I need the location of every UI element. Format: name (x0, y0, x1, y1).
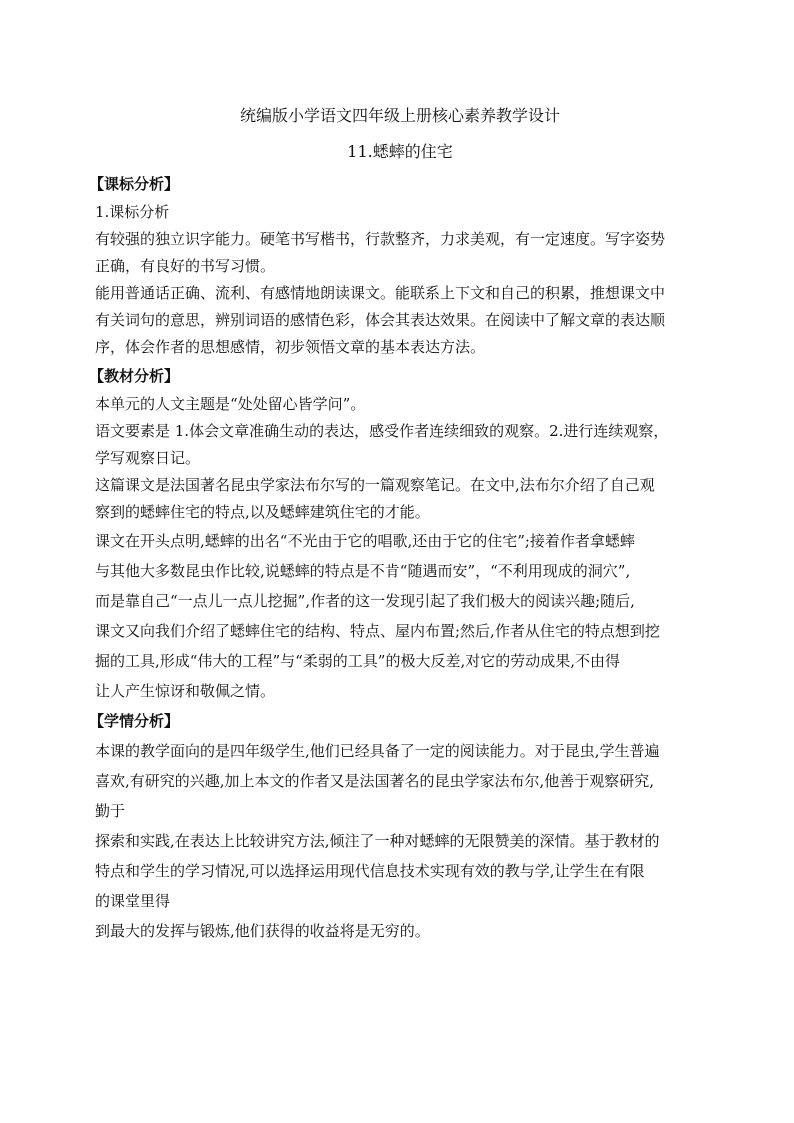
paragraph-line: 本单元的人文主题是“处处留心皆学问”。 (95, 395, 366, 413)
paragraph-line: 有关词句的意思，辨别词语的感情色彩，体会其表达效果。在阅读中了解文章的表达顺 (95, 311, 666, 329)
document-title: 统编版小学语文四年级上册核心素养教学设计 (239, 106, 560, 125)
section-student-analysis (89, 708, 705, 946)
paragraph-line: 让人产生惊讶和敬佩之情。 (95, 682, 276, 700)
section-heading: 【学情分析】 (89, 712, 180, 730)
paragraph-line: 序，体会作者的思想感情，初步领悟文章的基本表达方法。 (95, 338, 486, 356)
paragraph-line: 与其他大多数昆虫作比较,说蟋蟀的特点是不肯“随遇而安”，“不利用现成的洞穴”, (95, 562, 631, 580)
section-heading: 【教材分析】 (89, 367, 180, 385)
paragraph-line: 课文在开头点明,蟋蟀的出名“不光由于它的唱歌,还由于它的住宅”;接着作者拿蟋蟀 (95, 532, 635, 550)
document-page (89, 103, 705, 946)
section-heading: 【课标分析】 (89, 175, 180, 193)
paragraph-line: 正确，有良好的书写习惯。 (95, 257, 276, 275)
paragraph-line: 特点和学生的学习情况,可以选择运用现代信息技术实现有效的教与学,让学生在有限 (95, 862, 645, 880)
paragraph-line: 而是靠自己“一点儿一点儿挖掘”,作者的这一发现引起了我们极大的阅读兴趣;随后, (95, 592, 635, 610)
paragraph-line: 学写观察日记。 (95, 449, 201, 467)
paragraph-line: 勤于 (95, 802, 126, 820)
paragraph-line: 能用普通话正确、流利、有感情地朗读课文。能联系上下文和自己的积累，推想课文中 (95, 284, 666, 302)
paragraph-line: 的课堂里得 (95, 892, 171, 910)
paragraph-line: 察到的蟋蟀住宅的特点,以及蟋蟀建筑住宅的才能。 (95, 503, 430, 521)
paragraph-line: 语文要素是 1.体会文章准确生动的表达，感受作者连续细致的观察。2.进行连续观察， (95, 422, 669, 440)
section-curriculum-analysis (89, 171, 705, 361)
paragraph-line: 课文又向我们介绍了蟋蟀住宅的结构、特点、屋内布置;然后,作者从住宅的特点想到挖 (95, 622, 660, 640)
paragraph-line: 喜欢,有研究的兴趣,加上本文的作者又是法国著名的昆虫学家法布尔,他善于观察研究, (95, 772, 655, 790)
lesson-title: 11.蟋蟀的住宅 (347, 142, 453, 161)
paragraph-line: 本课的教学面向的是四年级学生,他们已经具备了一定的阅读能力。对于昆虫,学生普遍 (95, 742, 660, 760)
section-textbook-analysis (89, 363, 705, 706)
paragraph-line: 掘的工具,形成“伟大的工程”与“柔弱的工具”的极大反差,对它的劳动成果,不由得 (95, 652, 620, 670)
paragraph-line: 这篇课文是法国著名昆虫学家法布尔写的一篇观察笔记。在文中,法布尔介绍了自己观 (95, 476, 655, 494)
paragraph-line: 到最大的发挥与锻炼,他们获得的收益将是无穷的。 (95, 922, 430, 940)
paragraph-line: 探索和实践,在表达上比较讲究方法,倾注了一种对蟋蟀的无限赞美的深情。基于教材的 (95, 832, 660, 850)
paragraph-line: 1.课标分析 (95, 203, 170, 221)
paragraph-line: 有较强的独立识字能力。硬笔书写楷书，行款整齐，力求美观，有一定速度。写字姿势 (95, 230, 666, 248)
